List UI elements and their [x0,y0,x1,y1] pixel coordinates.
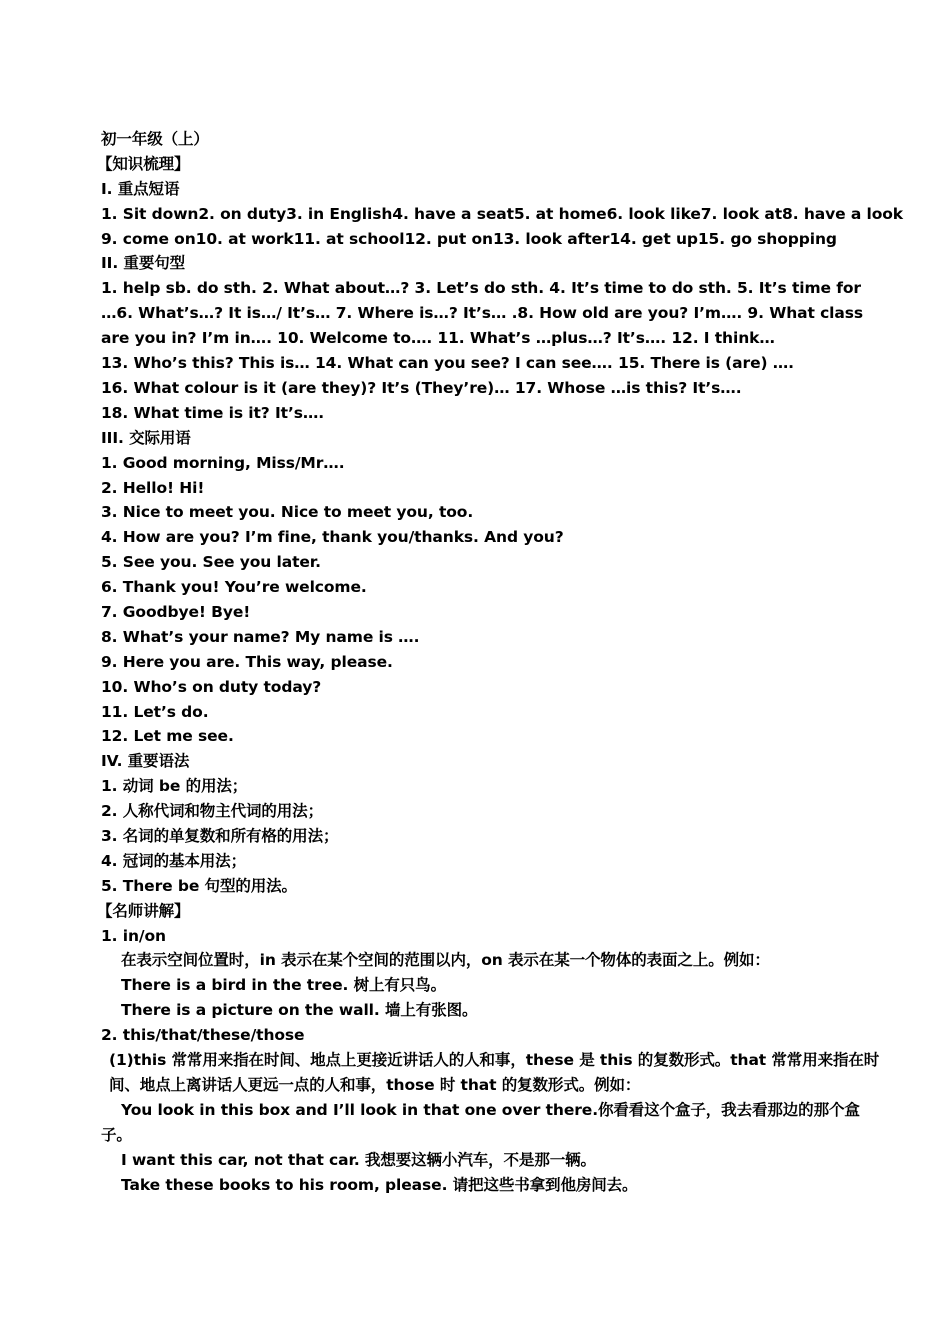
communication-item: 10. Who’s on duty today? [101,677,322,696]
communication-item: 5. See you. See you later. [101,553,321,572]
communication-item: 9. Here you are. This way, please. [101,652,393,671]
sentences-heading: II. 重要句型 [101,254,186,273]
phrases-line: 9. come on10. at work11. at school12. put on13. look after14. get up15. go shopping [101,229,837,248]
sentences-line: 13. Who’s this? This is… 14. What can you see? I can see…. 15. There is (are) …. [101,354,794,373]
sentences-line: 16. What colour is it (are they)? It’s (They’re)… 17. Whose …is this? It’s…. [101,378,742,397]
grade-title: 初一年级（上） [101,130,209,148]
point-title: 1. in/on [101,926,166,945]
point-explanation: 在表示空间位置时，in 表示在某个空间的范围以内，on 表示在某一个物体的表面之上。例如： [121,951,770,970]
communication-item: 3. Nice to meet you. Nice to meet you, too. [101,503,474,522]
grammar-item: 4. 冠词的基本用法； [101,851,246,870]
example-sentence: Take these books to his room, please. 请把这些书拿到他房间去。 [121,1175,638,1194]
phrases-line: 1. Sit down2. on duty3. in English4. have a seat5. at home6. look like7. look at8. have a look [101,204,903,223]
grammar-heading: IV. 重要语法 [101,752,190,771]
communication-item: 12. Let me see. [101,727,234,746]
example-sentence: There is a bird in the tree. 树上有只鸟。 [121,976,446,995]
communication-item: 2. Hello! Hi! [101,478,205,497]
section-teacher-heading: 【名师讲解】 [97,901,190,920]
communication-item: 1. Good morning, Miss/Mr…. [101,453,345,472]
sentences-paragraph: 1. help sb. do sth. 2. What about…? 3. Let’s do sth. 4. It’s time to do sth. 5. It’s time for …6. What’s…? It is…/ It’s… 7. Where is…? It’s… .8. How old are you? I’m…. 9. What class are you in? I’m in…. 10. Welcome to…. 11. What’s …plus…? It’s…. 12. I think… [101,279,864,348]
grammar-item: 1. 动词 be 的用法； [101,777,248,796]
document-page [97,127,903,1197]
phrases-heading: I. 重点短语 [101,179,180,198]
example-sentence: You look in this box and I’ll look in that one over there.你看看这个盒子，我去看那边的那个盒子。 [101,1100,860,1144]
communication-item: 6. Thank you! You’re welcome. [101,578,367,597]
example-sentence: There is a picture on the wall. 墙上有张图。 [121,1001,478,1020]
grammar-item: 5. There be 句型的用法。 [101,876,297,895]
communication-item: 11. Let’s do. [101,702,209,721]
communication-heading: III. 交际用语 [101,428,191,447]
point-title: 2. this/that/these/those [101,1026,305,1045]
grammar-item: 2. 人称代词和物主代词的用法； [101,802,323,821]
point-explanation: (1)this 常常用来指在时间、地点上更接近讲话人的人和事，these 是 this 的复数形式。that 常常用来指在时间、地点上离讲话人更远一点的人和事，those 时 that 的复数形式。例如： [109,1051,880,1094]
communication-item: 7. Goodbye! Bye! [101,602,251,621]
sentences-line: 18. What time is it? It’s…. [101,403,325,422]
section-knowledge-heading: 【知识梳理】 [97,154,190,173]
communication-item: 4. How are you? I’m fine, thank you/thanks. And you? [101,528,564,547]
example-sentence: I want this car, not that car. 我想要这辆小汽车，不是那一辆。 [121,1150,596,1169]
communication-item: 8. What’s your name? My name is …. [101,627,420,646]
grammar-item: 3. 名词的单复数和所有格的用法； [101,826,339,845]
